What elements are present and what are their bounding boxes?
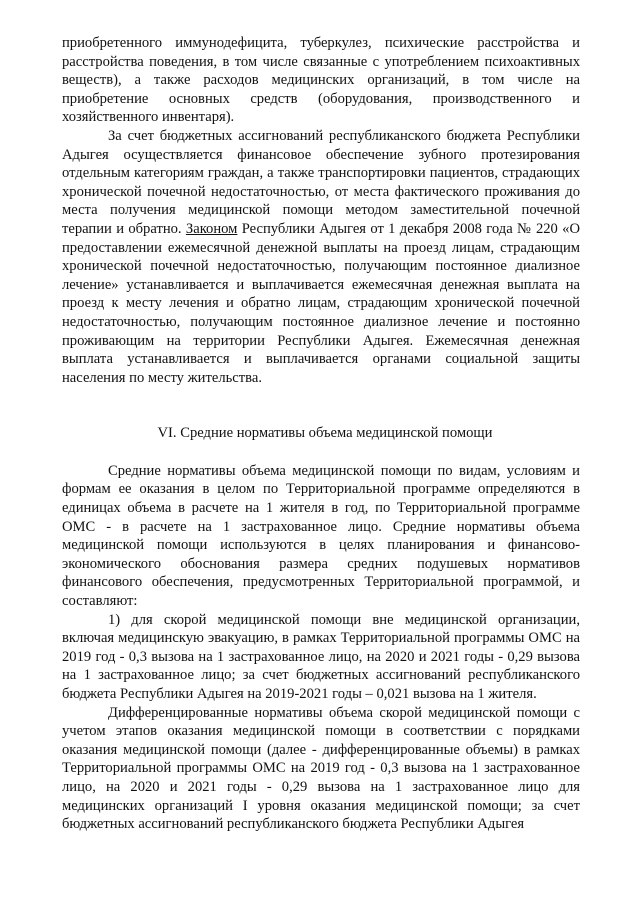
- law-link[interactable]: Законом: [185, 220, 238, 237]
- section-heading: VI. Средние нормативы объема медицинской помощи: [157, 425, 493, 442]
- spacer: [62, 443, 580, 462]
- paragraph-differentiated-norms: Дифференцированные нормативы объема скорой медицинской помощи с учетом этапов оказания медицинской помощи в соответствии с порядками оказания медицинской помощи (далее - дифференцированные объемы) в рамках Территориальной программы ОМС на 2019 год - 0,3 вызова на 1 застрахованное лицо, на 2020 и 2021 годы - 0,29 вызова на 1 застрахованное лицо для медицинских организаций I уровня оказания медицинской помощи; за счет бюджетных ассигнований республиканского бюджета Республики Адыгея: [62, 704, 580, 833]
- spacer: [62, 387, 580, 424]
- paragraph-emergency-care: 1) для скорой медицинской помощи вне медицинской организации, включая медицинскую эвакуацию, в рамках Территориальной программы ОМС на 2019 год - 0,3 вызова на 1 застрахованное лицо, на 2020 и 2021 годы - 0,29 вызова на 1 застрахованное лицо; за счет бюджетных ассигнований республиканского бюджета Республики Адыгея на 2019-2021 годы – 0,021 вызова на 1 жителя.: [62, 611, 580, 702]
- paragraph-text-part: Республики Адыгея от 1 декабря 2008 года № 220 «О предоставлении ежемесячной денежной выплаты на проезд лицам, страдающим хронической почечной недостаточностью, получающим постоянное диализное лечение» устанавливается и выплачивается ежемесячная денежная выплата на проезд к месту лечения и обратно лицам, страдающим хронической почечной недостаточностью, получающим постоянное диализное лечение и постоянно проживающим на территории Республики Адыгея. Ежемесячная денежная выплата устанавливается и выплачивается органами социальной защиты населения по месту жительства.: [62, 220, 580, 386]
- document-page: [62, 34, 580, 834]
- paragraph-dental-prosthetics: [62, 127, 580, 387]
- paragraph-continuation: приобретенного иммунодефицита, туберкулез, психические расстройства и расстройства поведения, в том числе связанные с употреблением психоактивных веществ), а также расходов медицинских организаций, в том числе на приобретение основных средств (оборудования, производственного и хозяйственного инвентаря).: [62, 35, 580, 126]
- paragraph-text-part: За счет бюджетных ассигнований республиканского бюджета Республики Адыгея осуществляется финансовое обеспечение зубного протезирования отдельным категориям граждан, а также транспортировки пациентов, страдающих хронической почечной недостаточностью, от места фактического проживания до места получения медицинской помощи методом заместительной почечной терапии и обратно.: [62, 127, 580, 237]
- paragraph-average-norms: Средние нормативы объема медицинской помощи по видам, условиям и формам ее оказания в целом по Территориальной программе определяются в единицах объема в расчете на 1 жителя в год, по Территориальной программе ОМС - в расчете на 1 застрахованное лицо. Средние нормативы объема медицинской помощи используются в целях планирования и финансово-экономического обоснования размера средних подушевых нормативов финансового обеспечения, предусмотренных Территориальной программой, и составляют:: [62, 462, 580, 610]
